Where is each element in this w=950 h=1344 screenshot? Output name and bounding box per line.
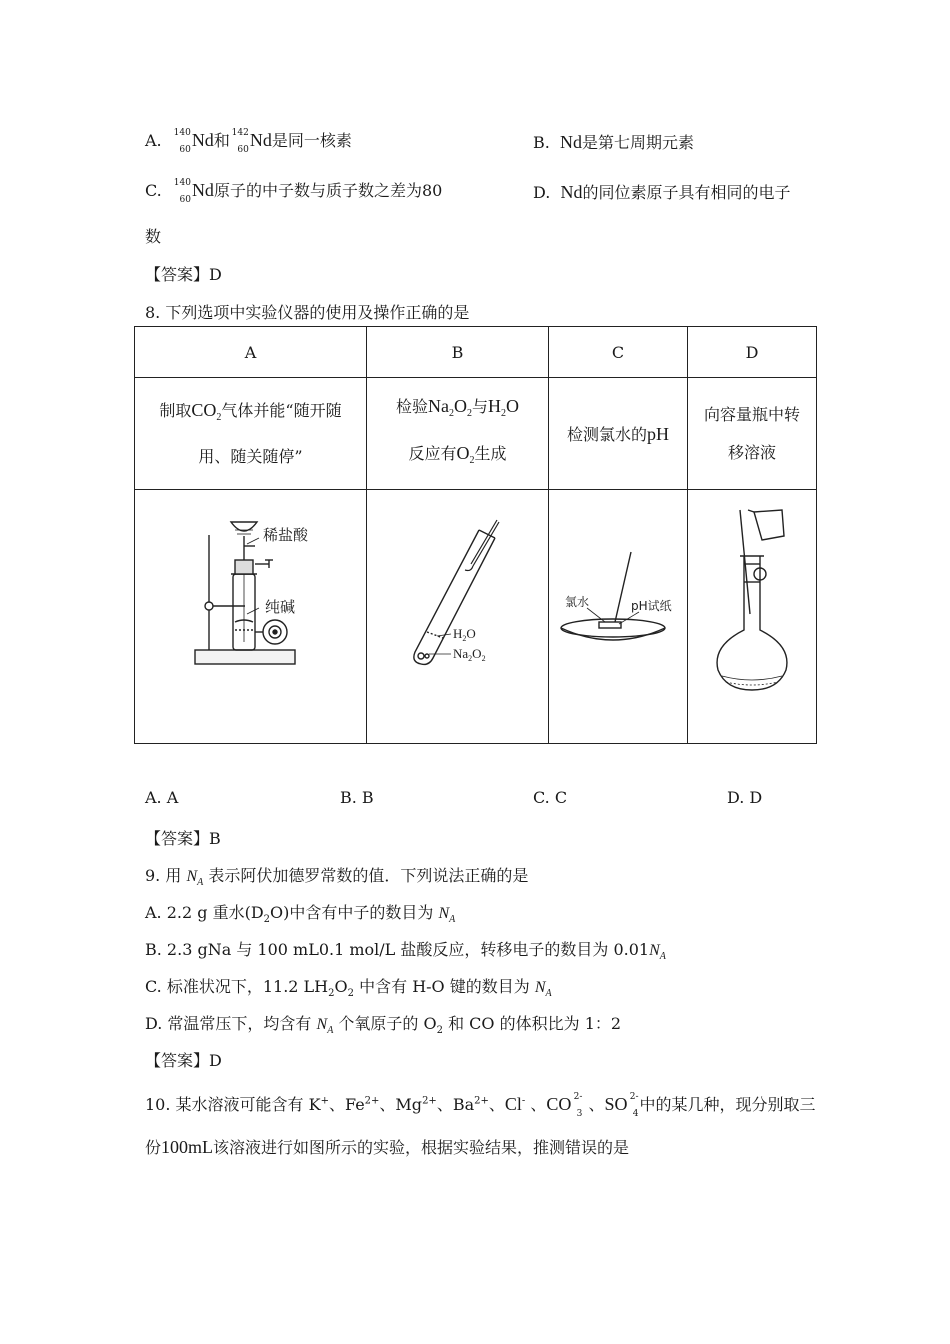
q7-option-b: B. Nd是第七周期元素 [533, 132, 695, 152]
figure-d-cell [688, 490, 817, 744]
figure-c-cell [549, 490, 688, 744]
label-ph-paper: pH试纸 [631, 599, 672, 613]
header-b: B [367, 327, 549, 378]
q8-option-b: B. B [340, 788, 374, 807]
label-water: $H_2O$ [453, 626, 476, 643]
q8-option-d: D. D [727, 788, 763, 807]
header-c: C [549, 327, 688, 378]
q7-option-c: C. 140 60 Nd原子的中子数与质子数之差为80 [145, 178, 443, 205]
label-dilute-hcl: 稀盐酸 [263, 526, 309, 544]
test-tube-figure [367, 490, 548, 739]
q9-option-a: A. 2.2 g 重水$(D_2O)$中含有中子的数目为 $N_A$ [145, 903, 456, 926]
label-sodium-peroxide: $Na_2O_2$ [453, 646, 486, 663]
volumetric-flask-figure [688, 490, 816, 739]
q8-option-a: A. A [145, 788, 179, 807]
q8-apparatus-table [134, 326, 817, 744]
q8-stem: 8. 下列选项中实验仪器的使用及操作正确的是 [145, 303, 470, 322]
desc-a: 制取$CO_2$气体并能“随开随 用、随关随停” [135, 378, 367, 490]
desc-d: 向容量瓶中转 移溶液 [688, 378, 817, 490]
q7-option-d-wrap: 数 [145, 227, 162, 246]
ph-paper-figure [549, 490, 687, 739]
q9-answer: 【答案】D [145, 1051, 222, 1070]
q9-option-c: C. 标准状况下，11.2 $LH_2O_2$ 中含有 H-O 键的数目为 $N_A$ [145, 977, 552, 1000]
label-soda: 纯碱 [265, 598, 296, 616]
q7-option-d: D. Nd的同位素原子具有相同的电子 [533, 182, 791, 202]
q9-option-b: B. 2.3 gNa 与 100 mL0.1 mol/L 盐酸反应，转移电子的数目为 $0.01N_A$ [145, 940, 666, 963]
q9-option-d: D. 常温常压下，均含有 $N_A$ 个氧原子的 $O_2$ 和 CO 的体积比为 1：2 [145, 1014, 622, 1037]
header-a: A [135, 327, 367, 378]
q7-option-a: A. 140 60 Nd和 142 60 Nd是同一核素 [145, 128, 352, 155]
desc-b: 检验$Na_2O_2$与$H_2O$ 反应有$O_2$生成 [367, 378, 549, 490]
q9-stem: 9. 用 $N_A$ 表示阿伏加德罗常数的值．下列说法正确的是 [145, 866, 529, 889]
q7-answer: 【答案】D [145, 265, 222, 284]
figure-a-cell [135, 490, 367, 744]
gas-generator-figure [135, 490, 366, 739]
figure-b-cell [367, 490, 549, 744]
q8-option-c: C. C [533, 788, 568, 807]
q10-stem-line2: 份100mL该溶液进行如图所示的实验，根据实验结果，推测错误的是 [145, 1137, 630, 1157]
header-d: D [688, 327, 817, 378]
q8-answer: 【答案】B [145, 829, 221, 848]
q10-stem-line1: 10. 某水溶液可能含有 K+、$Fe^{2+}$、$Mg^{2+}$、$Ba^{2+}$、Cl- 、CO 2- 3 、SO 2- 4 中的某几种，现分别取三 [145, 1092, 816, 1119]
label-chlorine-water: 氯水 [565, 595, 590, 609]
desc-c: 检测氯水的pH [549, 378, 688, 490]
